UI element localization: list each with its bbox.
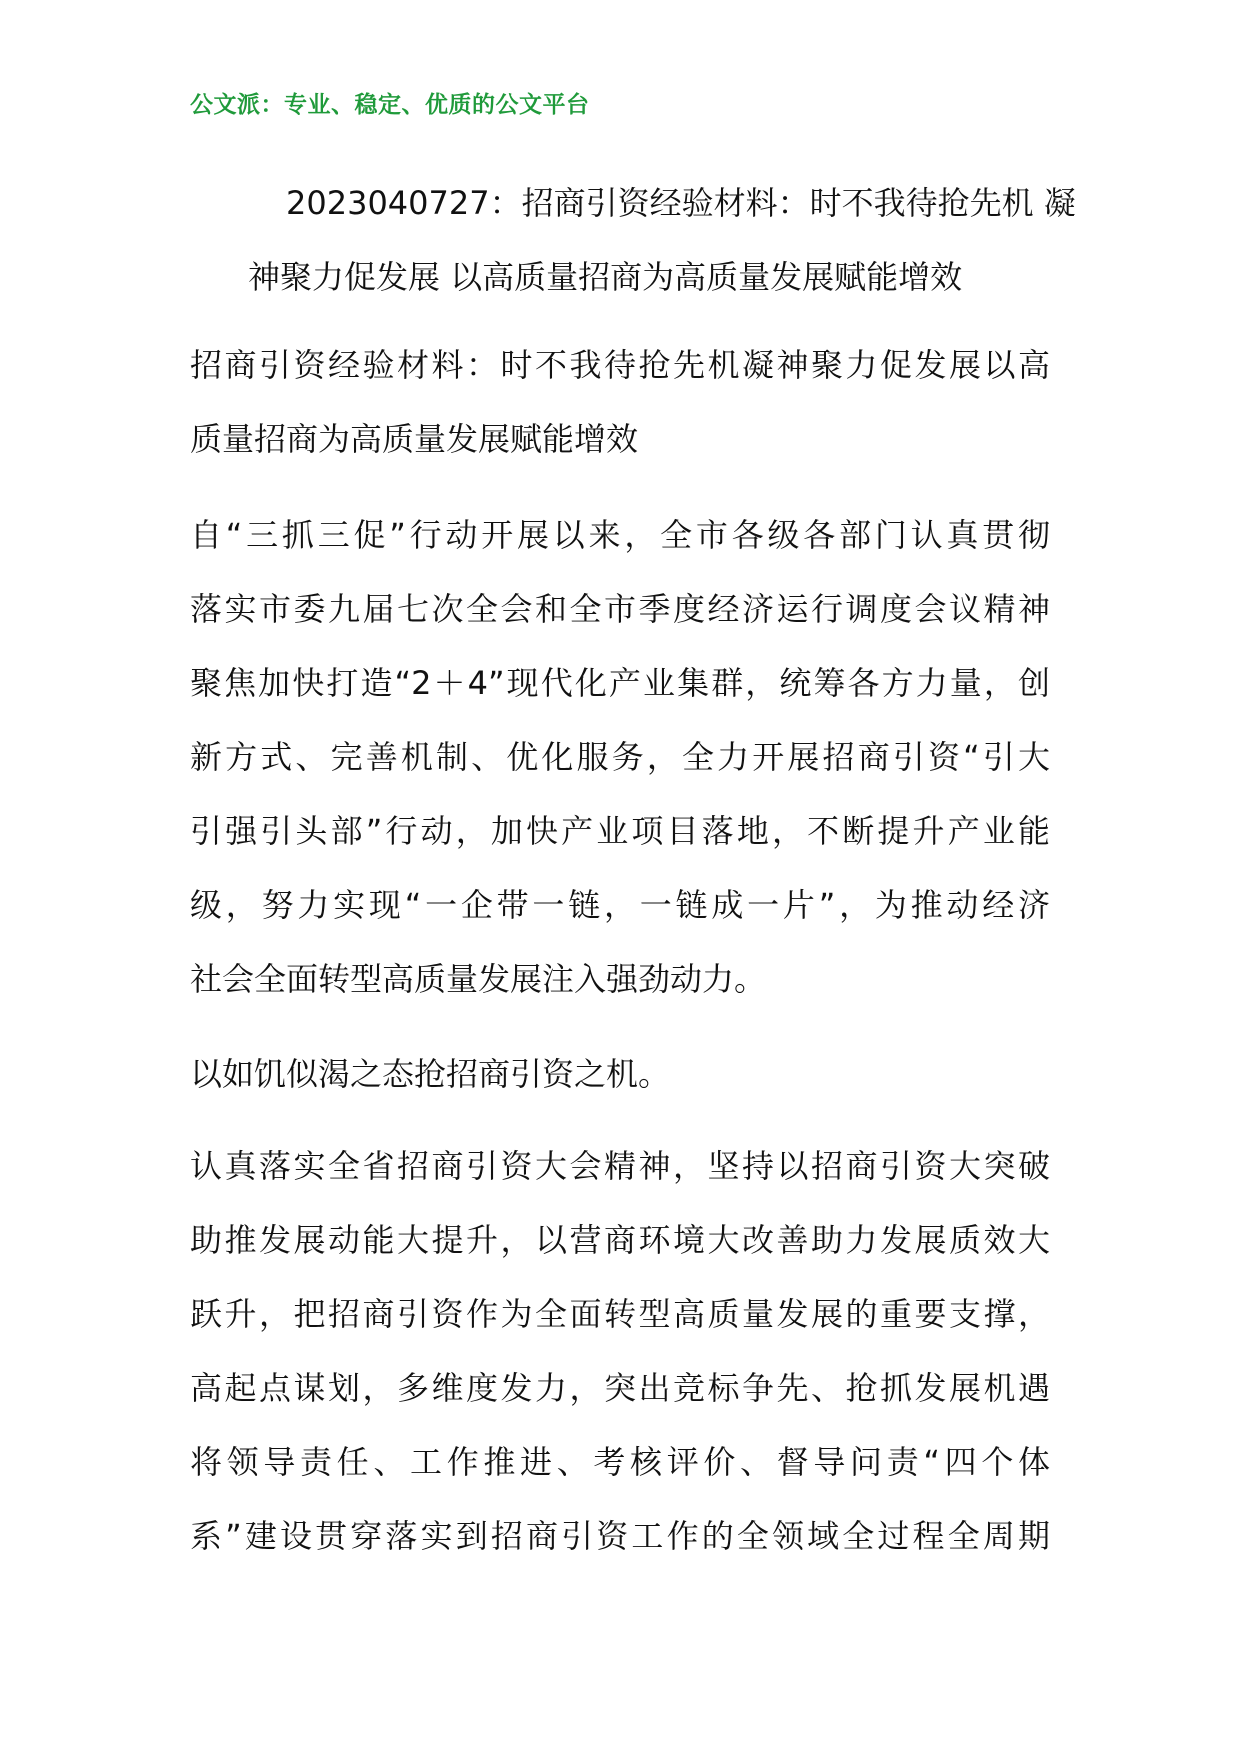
text-line: 聚焦加快打造“2＋4”现代化产业集群，统筹各方力量，创 [190,664,1050,702]
section-heading [190,1037,1050,1111]
text-line: 将领导责任、工作推进、考核评价、督导问责“四个体 [190,1443,1050,1481]
text-line: 跃升，把招商引资作为全面转型高质量发展的重要支撑， [190,1295,1050,1333]
text-line: 自“三抓三促”行动开展以来，全市各级各部门认真贯彻 [190,516,1050,554]
body-paragraph-2 [190,1129,1050,1573]
title-line: 2023040727：招商引资经验材料：时不我待抢先机 凝 [286,184,1076,222]
body-paragraph-1 [190,498,1050,1016]
text-line: 新方式、完善机制、优化服务，全力开展招商引资“引大 [190,738,1050,776]
text-line: 高起点谋划，多维度发力，突出竞标争先、抢抓发展机遇 [190,1369,1050,1407]
text-line: 社会全面转型高质量发展注入强劲动力。 [190,960,767,998]
subtitle-paragraph [190,328,1050,476]
text-line: 助推发展动能大提升，以营商环境大改善助力发展质效大 [190,1221,1050,1259]
text-line: 质量招商为高质量发展赋能增效 [190,420,639,458]
text-line: 系”建设贯穿落实到招商引资工作的全领域全过程全周期 [190,1517,1050,1555]
text-line: 认真落实全省招商引资大会精神，坚持以招商引资大突破 [190,1147,1050,1185]
document-title [190,166,1076,314]
watermark-header: 公文派：专业、稳定、优质的公文平台 [190,92,590,118]
text-line: 招商引资经验材料：时不我待抢先机凝神聚力促发展以高 [190,346,1050,384]
title-line: 神聚力促发展 以高质量招商为高质量发展赋能增效 [248,258,963,296]
text-line: 引强引头部”行动，加快产业项目落地，不断提升产业能 [190,812,1050,850]
section-heading-text: 以如饥似渴之态抢招商引资之机。 [190,1055,671,1093]
text-line: 级，努力实现“一企带一链，一链成一片”，为推动经济 [190,886,1050,924]
text-line: 落实市委九届七次全会和全市季度经济运行调度会议精神 [190,590,1050,628]
